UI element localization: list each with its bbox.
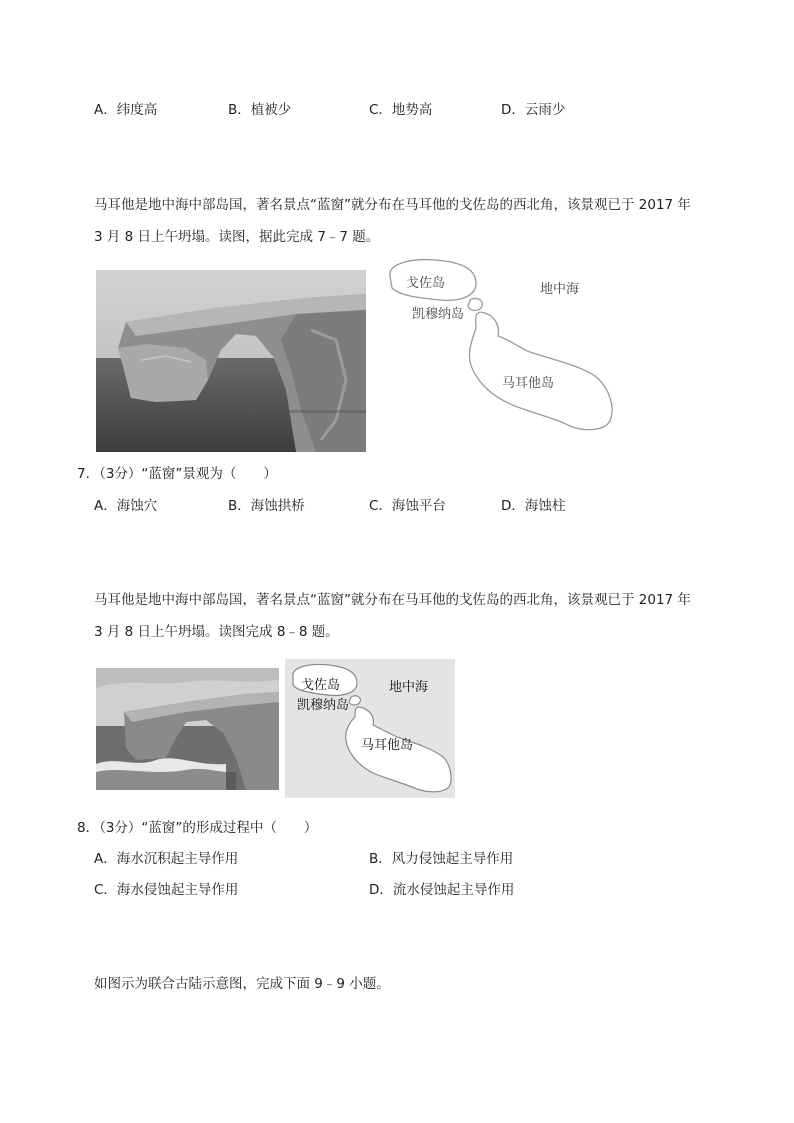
q7-option-d: D．海蚀柱	[501, 498, 566, 514]
q8-option-d: D．流水侵蚀起主导作用	[369, 882, 515, 898]
q7-option-b: B．海蚀拱桥	[228, 498, 305, 514]
malta-map-1-art	[380, 256, 620, 436]
q8-stem: 8．（3分）“蓝窗”的形成过程中（ ）	[77, 820, 318, 836]
azure-window-photo-2	[96, 668, 279, 790]
map1-label-comino: 凯穆纳岛	[412, 307, 465, 322]
intro1-line2: 3 月 8 日上午坍塌。读图，据此完成 7﹣7 题。	[94, 229, 380, 245]
q6-option-b: B．植被少	[228, 102, 292, 118]
map2-label-comino: 凯穆纳岛	[297, 698, 350, 713]
q8-option-a: A．海水沉积起主导作用	[94, 851, 239, 867]
q8-option-b: B．风力侵蚀起主导作用	[369, 851, 514, 867]
map1-label-gozo: 戈佐岛	[406, 276, 446, 291]
azure-window-photo-1	[96, 270, 366, 452]
q7-option-c: C．海蚀平台	[369, 498, 446, 514]
q6-option-a: A．纬度高	[94, 102, 158, 118]
map2-label-gozo: 戈佐岛	[301, 678, 341, 693]
q8-option-c: C．海水侵蚀起主导作用	[94, 882, 239, 898]
intro3-line1: 如图示为联合古陆示意图，完成下面 9﹣9 小题。	[94, 976, 390, 992]
azure-window-photo-2-art	[96, 668, 279, 790]
azure-window-photo-1-art	[96, 270, 366, 452]
q7-stem: 7．（3分）“蓝窗”景观为（ ）	[77, 466, 277, 482]
q6-option-c: C．地势高	[369, 102, 433, 118]
map1-label-sea: 地中海	[540, 282, 580, 297]
map2-label-sea: 地中海	[389, 680, 429, 695]
q6-option-d: D．云雨少	[501, 102, 566, 118]
malta-map-2-art	[285, 659, 455, 798]
q7-option-a: A．海蚀穴	[94, 498, 158, 514]
intro2-line1: 马耳他是地中海中部岛国，著名景点“蓝窗”就分布在马耳他的戈佐岛的西北角，该景观已于 2017 年	[94, 592, 691, 608]
intro1-line1: 马耳他是地中海中部岛国，著名景点“蓝窗”就分布在马耳他的戈佐岛的西北角，该景观已于 2017 年	[94, 197, 691, 213]
malta-map-1	[380, 256, 620, 436]
malta-map-2	[285, 659, 455, 798]
map1-label-malta: 马耳他岛	[502, 376, 555, 391]
map2-label-malta: 马耳他岛	[361, 738, 414, 753]
intro2-line2: 3 月 8 日上午坍塌。读图完成 8﹣8 题。	[94, 624, 339, 640]
